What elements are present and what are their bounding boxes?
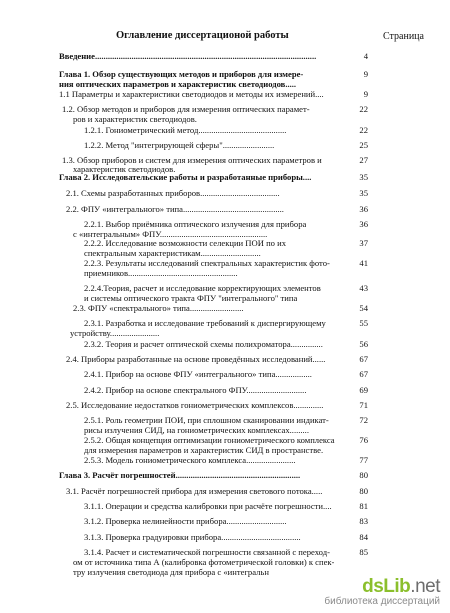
toc-entry-text: 2.2.3. Результаты исследований спектральных характеристик фото-: [84, 258, 330, 268]
toc-entry-text: устройству.......................: [70, 328, 160, 338]
toc-entry-page: 35: [359, 172, 368, 182]
toc-entry-text: ом от источника типа А (калибровка фотометрической головки) к спек-: [73, 557, 335, 567]
toc-entry-text: 2.3.2. Теория и расчет оптической схемы полихроматора...............: [84, 339, 323, 349]
toc-entry-page: 67: [359, 354, 368, 364]
toc-entry-page: 37: [359, 238, 368, 248]
toc-entry-page: 67: [359, 369, 368, 379]
toc-entry-text: 3.1.1. Операции и средства калибровки при расчёте погрешности....: [84, 501, 332, 511]
toc-entry-text: Введение.......................................................................................................: [59, 51, 317, 61]
toc-entry-page: 43: [359, 283, 368, 293]
toc-entry-page: 4: [363, 51, 368, 61]
toc-entry-page: 25: [359, 140, 368, 150]
toc-entry-page: 83: [359, 516, 368, 526]
toc-entry-text: 3.1.3. Проверка градуировки прибора.....................................: [84, 532, 301, 542]
toc-entry-text: 2.2.4.Теория, расчет и исследование корректирующих элементов: [84, 283, 321, 293]
toc-entry-text: 2.4.2. Прибор на основе спектрального ФПУ............................: [84, 385, 307, 395]
toc-entry-text: 2.2. ФПУ «интегрального» типа...............................................: [66, 204, 284, 214]
toc-entry-page: 80: [359, 486, 368, 496]
toc-entry-text: приемников...................................................: [84, 268, 238, 278]
toc-entry-text: 2.5.1. Роль геометрии ПОИ, при сплошном сканировании индикат-: [84, 415, 329, 425]
toc-entry-page: 84: [359, 532, 368, 542]
toc-entry-page: 35: [359, 188, 368, 198]
toc-entry-text: тру излучения светодиода для прибора с «интегральн: [73, 567, 269, 577]
toc-entry-text: 3.1. Расчёт погрешностей прибора для измерения светового потока.....: [66, 486, 323, 496]
toc-entry-text: 3.1.4. Расчет и систематической погрешности связанной с переход-: [84, 547, 330, 557]
toc-entry-text: 2.3. ФПУ «спектрального» типа.........................: [73, 303, 244, 313]
toc-entry-text: ния оптических параметров и характеристик светодиодов.....: [59, 79, 297, 89]
toc-entry-page: 9: [363, 89, 368, 99]
toc-entry-text: 2.1. Схемы разработанных приборов.....................................: [66, 188, 280, 198]
toc-entry-page: 55: [359, 318, 368, 328]
toc-entry-text: 1.2. Обзор методов и приборов для измерения оптических парамет-: [62, 104, 310, 114]
toc-entry-text: характеристик светодиодов.: [73, 164, 176, 174]
toc-entry-page: 22: [359, 125, 368, 135]
toc-entry-text: Глава 3. Расчёт погрешностей..........................................................: [59, 470, 301, 480]
toc-entry-text: 2.5.3. Модель гониометрического комплекса.......................: [84, 455, 296, 465]
toc-entry-text: и системы оптического тракта ФПУ "интегрального" типа: [84, 293, 298, 303]
toc-entry-page: 9: [363, 69, 368, 79]
watermark-subtitle: библиотека диссертаций: [324, 596, 440, 607]
page-column-label: Страница: [383, 31, 424, 42]
toc-entry-text: Глава 2. Исследовательские работы и разработанные приборы....: [59, 172, 312, 182]
toc-entry-text: рисы излучения СИД, на гониометрических комплексах.........: [84, 425, 309, 435]
toc-entry-page: 81: [359, 501, 368, 511]
toc-entry-text: 2.4. Приборы разработанные на основе проведённых исследований......: [66, 354, 326, 364]
toc-entry-text: 2.4.1. Прибор на основе ФПУ «интегрального» типа.................: [84, 369, 312, 379]
watermark: [324, 576, 440, 607]
toc-entry-page: 71: [359, 400, 368, 410]
toc-entry-text: 1.2.1. Гониометрический метод.........................................: [84, 125, 287, 135]
toc-entry-text: Глава 1. Обзор существующих методов и приборов для измере-: [59, 69, 304, 79]
toc-entry-page: 22: [359, 104, 368, 114]
toc-entry-page: 54: [359, 303, 368, 313]
toc-entry-page: 56: [359, 339, 368, 349]
toc-entry-text: 2.5. Исследование недостатков гониометрических комплексов..............: [66, 400, 324, 410]
toc-entry-text: 1.2.2. Метод "интегрирующей сферы"........................: [84, 140, 275, 150]
toc-entry-page: 76: [359, 435, 368, 445]
toc-entry-text: с «интегральным» ФПУ..................................................: [73, 229, 268, 239]
toc-entry-text: спектральным характеристикам............................: [84, 248, 261, 258]
toc-title: Оглавление диссертационой работы: [116, 30, 289, 41]
toc-entry-text: ров и характеристик светодиодов.: [73, 114, 197, 124]
toc-entry-page: 85: [359, 547, 368, 557]
toc-entry-text: 3.1.2. Проверка нелинейности прибора............................: [84, 516, 287, 526]
toc-entry-text: для измерения параметров и характеристик СИД в пространстве.: [84, 445, 324, 455]
toc-entry-text: 2.5.2. Общая концепция оптимизации гониометрического комплекса: [84, 435, 335, 445]
toc-entry-page: 41: [359, 258, 368, 268]
toc-entry-page: 69: [359, 385, 368, 395]
toc-entry-text: 2.2.2. Исследование возможности селекции ПОИ по их: [84, 238, 287, 248]
toc-entry-page: 36: [359, 204, 368, 214]
toc-entry-page: 27: [359, 155, 368, 165]
toc-entry-page: 36: [359, 219, 368, 229]
toc-entry-text: 1.1 Параметры и характеристики светодиодов и методы их измерений....: [59, 89, 324, 99]
toc-entry-text: 2.2.1. Выбор приёмника оптического излучения для прибора: [84, 219, 307, 229]
watermark-logo: dsLib.net: [362, 576, 440, 597]
toc-entry-text: 2.3.1. Разработка и исследование требований к диспергирующему: [84, 318, 326, 328]
toc-entry-text: 1.3. Обзор приборов и систем для измерения оптических параметров и: [62, 155, 322, 165]
toc-entry-page: 77: [359, 455, 368, 465]
toc-entry-page: 72: [359, 415, 368, 425]
toc-entry-page: 80: [359, 470, 368, 480]
